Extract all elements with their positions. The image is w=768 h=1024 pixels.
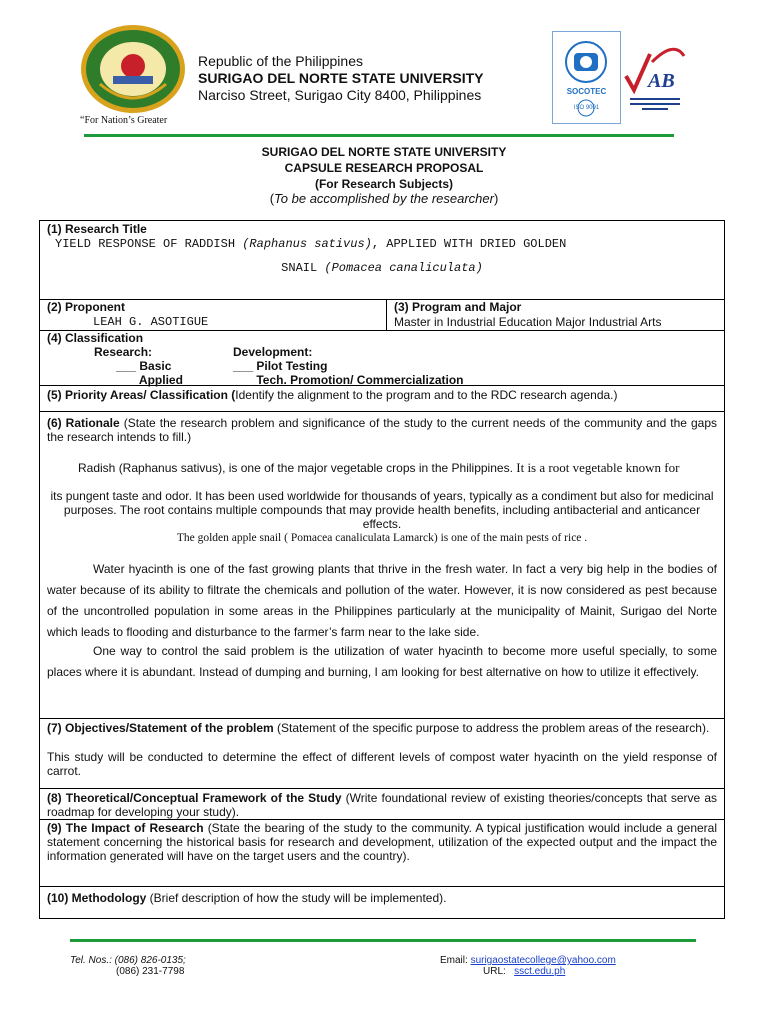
form-subtitle: (For Research Subjects) <box>314 177 454 191</box>
form-university-title: SURIGAO DEL NORTE STATE UNIVERSITY <box>261 145 507 159</box>
telephone-line-2: (086) 231-7798 <box>116 966 185 977</box>
proponent-label: (2) Proponent <box>47 300 125 314</box>
research-title-line1: YIELD RESPONSE OF RADDISH (Raphanus sativus), APPLIED WITH DRIED GOLDEN <box>55 237 567 251</box>
rationale-row: (6) Rationale (State the research problem and significance of the study to the current needs of the community and the gaps the research intends to fill.) <box>47 416 717 444</box>
row-divider <box>40 718 724 719</box>
email-row: Email: surigaostatecollege@yahoo.com <box>440 955 616 966</box>
republic-line: Republic of the Philippines <box>198 53 363 69</box>
motto-text: “For Nation’s Greater <box>80 115 168 126</box>
row-divider <box>40 819 724 820</box>
form-title: CAPSULE RESEARCH PROPOSAL <box>284 161 484 175</box>
rationale-p1-line1: Radish (Raphanus sativus), is one of the major vegetable crops in the Philippines. It is a root vegetable known for <box>78 460 680 475</box>
priority-areas-row: (5) Priority Areas/ Classification (Identify the alignment to the program and to the RDC research agenda.) <box>47 388 618 402</box>
email-link[interactable]: surigaostatecollege@yahoo.com <box>470 955 616 966</box>
pilot-testing-option: ___ Pilot Testing <box>233 359 328 373</box>
footer-green-rule <box>70 939 696 942</box>
row-divider <box>40 788 724 789</box>
header-green-rule <box>84 134 674 137</box>
socotec-label: SOCOTEC <box>566 87 607 96</box>
development-heading: Development: <box>233 345 313 359</box>
research-title-line2: SNAIL (Pomacea canaliculata) <box>281 261 483 275</box>
university-name: SURIGAO DEL NORTE STATE UNIVERSITY <box>198 70 484 86</box>
proponent-value: LEAH G. ASOTIGUE <box>93 315 209 329</box>
research-title-label: (1) Research Title <box>47 222 147 236</box>
framework-row: (8) Theoretical/Conceptual Framework of the Study (Write foundational review of existing theories/concepts that serve as roadmap for developing your study). <box>47 791 717 819</box>
form-instruction: (To be accomplished by the researcher) <box>269 191 499 206</box>
website-link[interactable]: ssct.edu.ph <box>514 966 566 977</box>
university-address: Narciso Street, Surigao City 8400, Philippines <box>198 87 482 103</box>
pab-label: AB <box>648 70 675 92</box>
proposal-form-table <box>39 220 725 919</box>
basic-option: ___ Basic <box>116 359 172 373</box>
rationale-p2: Water hyacinth is one of the fast growing plants that thrive in the fresh water. In fact a very big help in the bodies of water because of its ability to filtrate the chemicals and pollution of the water. However, it is now considered as pest because of the uncontrolled population in some areas in the Philippines particularly at the municipality of Mainit, Surigao del Norte which leads to flooding and disturbance to the farmer’s farm near to the lake side. <box>47 562 717 639</box>
rationale-snail-line: The golden apple snail ( Pomacea canaliculata Lamarck) is one of the main pests of rice . <box>176 532 588 544</box>
row-divider <box>40 411 724 412</box>
socotec-certification-logo <box>552 31 621 124</box>
row-divider <box>40 299 724 300</box>
telephone-line: Tel. Nos.: (086) 826-0135; <box>70 955 186 966</box>
objectives-row: (7) Objectives/Statement of the problem (Statement of the specific purpose to address the problem areas of the research). <box>47 721 710 735</box>
research-heading: Research: <box>94 345 153 359</box>
iso-label: ISO 9001 <box>573 105 600 111</box>
pab-accreditation-logo <box>622 36 688 120</box>
program-value: Master in Industrial Education Major Industrial Arts <box>394 315 662 329</box>
objectives-text: This study will be conducted to determine the effect of different levels of compost water hyacinth on the yield response of carrot. <box>47 750 717 778</box>
rationale-p1-body: its pungent taste and odor. It has been used worldwide for thousands of years, typically as a condiment but also for medicinal purposes. The root contains multiple compounds that may provide health benefits, including antibacterial and anticancer effects. <box>50 489 714 531</box>
rationale-p3: One way to control the said problem is the utilization of water hyacinth to become more useful specially, to some places where it is abundant. Instead of dumping and burning, I am looking for best alternative on how to utilize it effectively. <box>47 644 717 679</box>
url-row: URL: ssct.edu.ph <box>483 966 566 977</box>
program-label: (3) Program and Major <box>394 300 522 314</box>
classification-label: (4) Classification <box>47 331 144 345</box>
applied-option: ___ Applied <box>116 373 183 387</box>
methodology-row: (10) Methodology (Brief description of how the study will be implemented). <box>47 891 447 905</box>
tech-promotion-option: ___ Tech. Promotion/ Commercialization <box>233 373 464 387</box>
column-divider <box>386 299 387 330</box>
university-seal-logo <box>80 24 186 114</box>
row-divider <box>40 886 724 887</box>
impact-row: (9) The Impact of Research (State the bearing of the study to the community. A typical justification would include a general statement concerning the historical basis for research and development, utilization of the expected output and the impact the information generated will have on the target users and the country). <box>47 821 718 863</box>
